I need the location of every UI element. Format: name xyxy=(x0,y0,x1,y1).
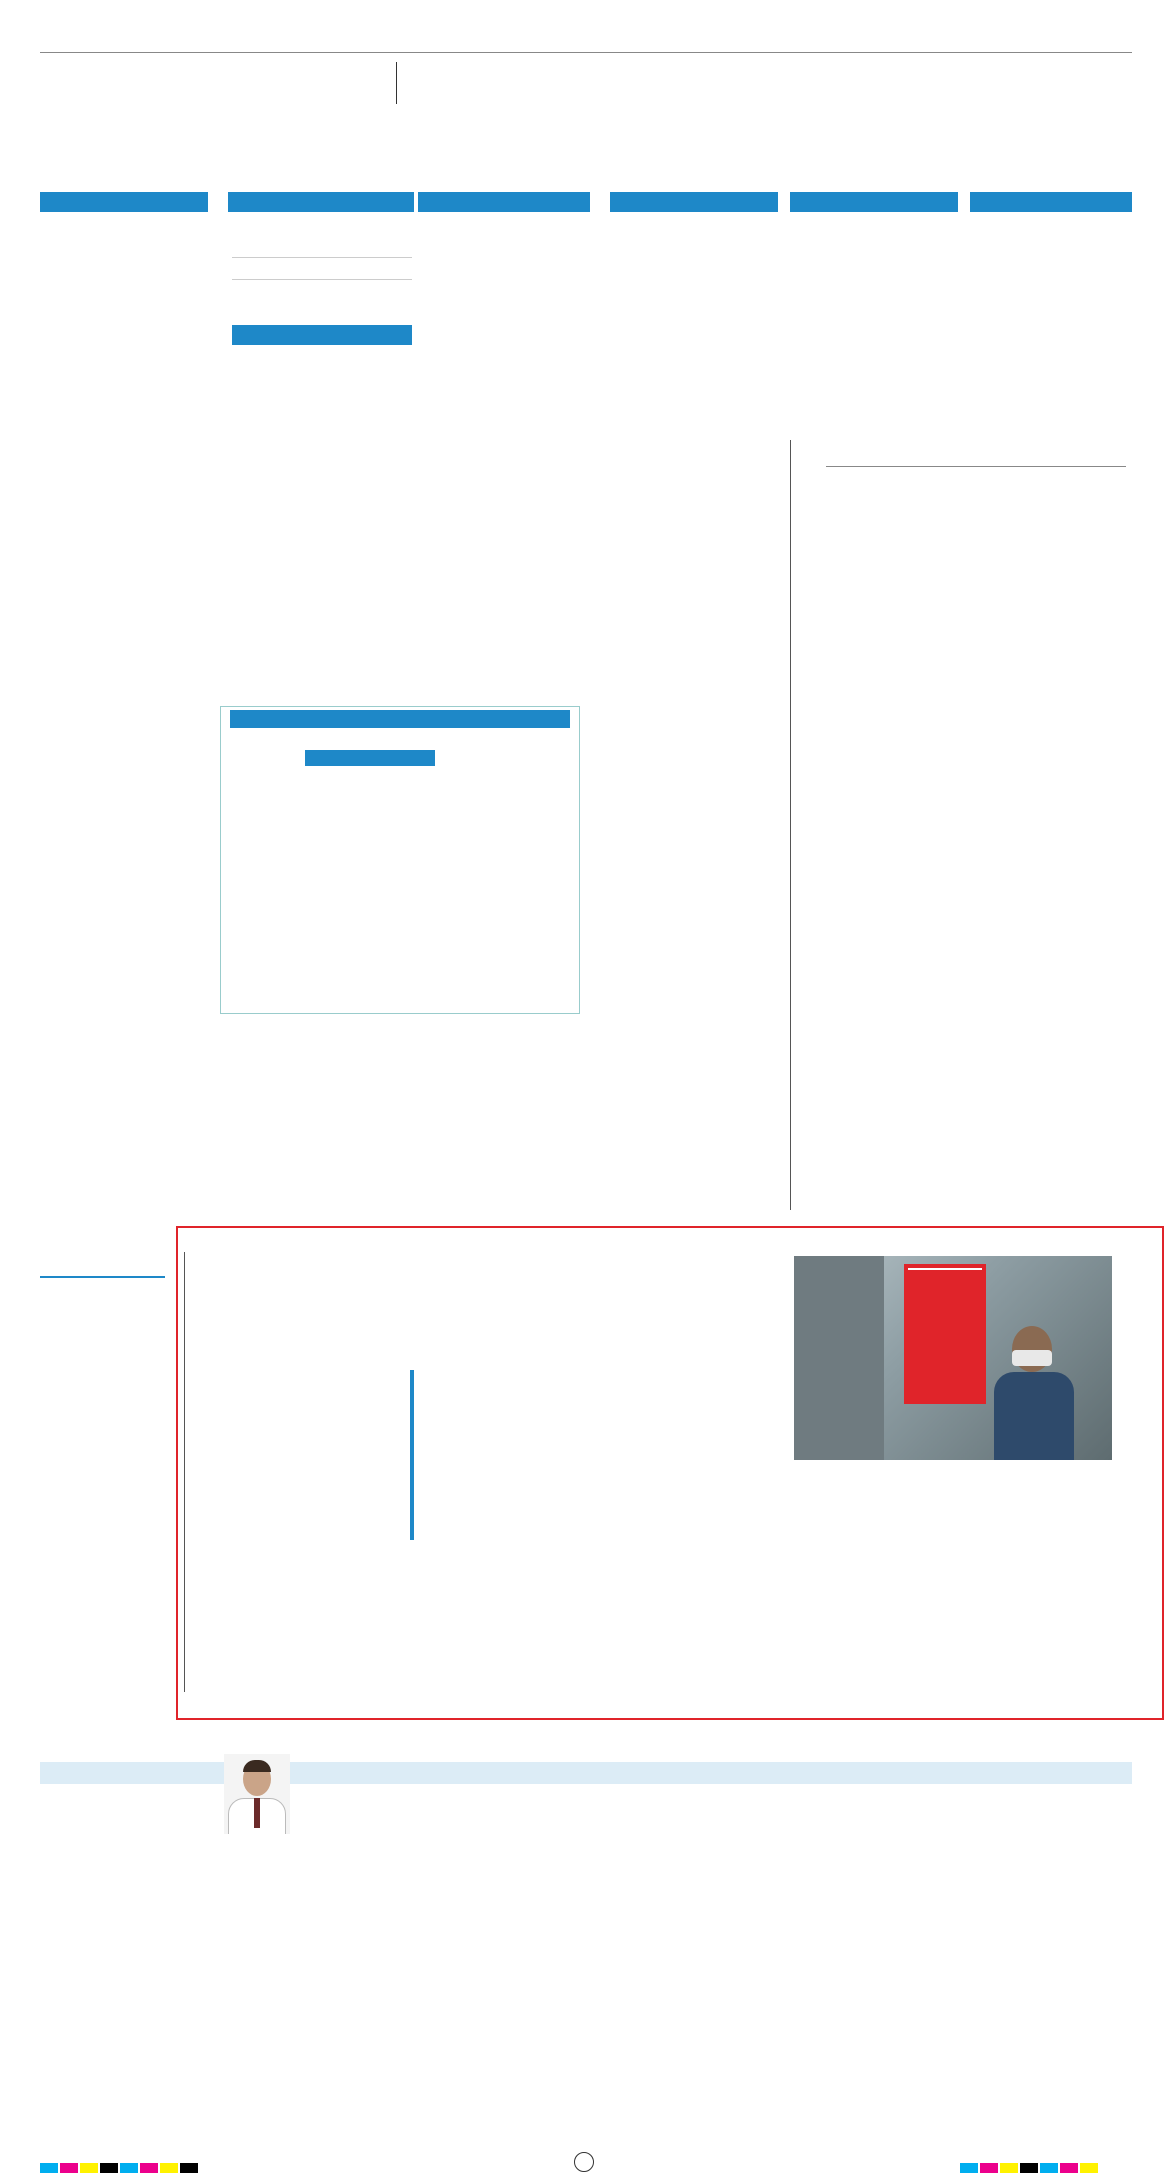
otras-divisas-table xyxy=(232,236,412,302)
colcap-title xyxy=(610,192,778,212)
indicators-panel xyxy=(40,190,1132,390)
photo-person xyxy=(994,1326,1074,1460)
dia-photo xyxy=(794,1256,1112,1460)
breves-rule xyxy=(40,1276,165,1278)
author-photo xyxy=(224,1754,290,1834)
indicators-svg xyxy=(40,190,1132,390)
sidebar-title-rule xyxy=(826,466,1126,467)
registration-mark xyxy=(574,2152,594,2172)
quote-rule xyxy=(410,1370,414,1540)
otras-divisas-title xyxy=(228,192,414,212)
color-bar-right xyxy=(960,2158,1100,2177)
sidebar-bracket xyxy=(790,440,800,1210)
photo-sign xyxy=(904,1264,986,1404)
header-dateline xyxy=(820,36,1130,50)
sign-date xyxy=(908,1268,982,1270)
currency-row xyxy=(232,258,412,280)
photo-background-shelves xyxy=(794,1256,884,1460)
dolar-title xyxy=(40,192,208,212)
main-column-1 xyxy=(40,746,208,1206)
header-divider xyxy=(396,62,397,104)
color-bar-left xyxy=(40,2158,200,2177)
sidebar-body xyxy=(826,476,1126,1216)
ipc-var-box xyxy=(305,750,435,766)
uvr-title xyxy=(418,192,590,212)
cafe-title xyxy=(790,192,958,212)
tasas-title xyxy=(232,325,412,345)
currency-row xyxy=(232,280,412,302)
header-rule xyxy=(40,52,1132,53)
ipc-title xyxy=(230,710,570,728)
dia-sin-iva-bracket xyxy=(184,1252,196,1692)
currency-row xyxy=(232,236,412,258)
anniversary-logo xyxy=(312,62,392,102)
opinion-band xyxy=(40,1762,1132,1784)
oro-title xyxy=(970,192,1132,212)
